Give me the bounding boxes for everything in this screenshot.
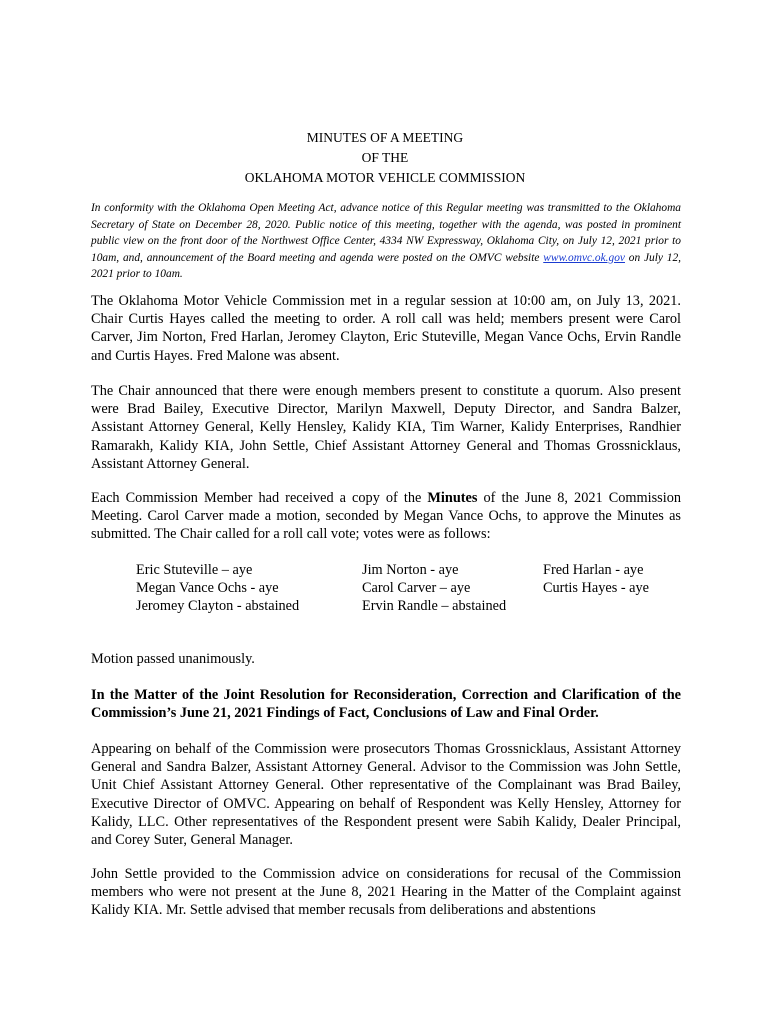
minutes-bold: Minutes: [427, 490, 478, 506]
document-title: [0, 128, 770, 188]
paragraph-roll-call: The Oklahoma Motor Vehicle Commission met in a regular session at 10:00 am, on July 13, 2021. Chair Curtis Hayes called the meeting to order. A roll call was held; members present were Carol Carver, Jim Norton, Fred Harlan, Jeromey Clayton, Eric Stuteville, Megan Vance Ochs, Ervin Randle and Curtis Hayes. Fred Malone was absent.: [91, 293, 681, 364]
notice-text: In conformity with the Oklahoma Open Meeting Act, advance notice of this Regular meeting was transmitted to the Oklahoma Secretary of State on December 28, 2020. Public notice of this meeting, together with the agenda, was posted in prominent public view on the front door of the Northwest Office Center, 4334 NW Expressway, Oklahoma City, on July 12, 2021 prior to 10am, and, announcement of the Board meeting and agenda were posted on the OMVC website: [91, 202, 681, 264]
vote-entry: Eric Stuteville – aye: [136, 562, 253, 578]
vote-column-1: [136, 561, 299, 616]
vote-entry: Carol Carver – aye: [362, 580, 471, 597]
paragraph-appearances: Appearing on behalf of the Commission were prosecutors Thomas Grossnicklaus, Assistant Attorney General and Sandra Balzer, Assistant Attorney General. Advisor to the Commission was John Settle, Unit Chief Assistant Attorney General. Other representative of the Complainant was Brad Bailey, Executive Director of OMVC. Appearing on behalf of Respondent was Kelly Hensley, Attorney for Kalidy, LLC. Other representatives of the Respondent present were Sabih Kalidy, Dealer Principal, and Corey Suter, General Manager.: [91, 741, 681, 849]
vote-entry: Jeromey Clayton - abstained: [136, 598, 300, 615]
title-line-3: OKLAHOMA MOTOR VEHICLE COMMISSION: [244, 170, 526, 185]
notice-text-end: on July 12, 2021 prior to 10am.: [91, 251, 681, 281]
paragraph-recusal-advice: John Settle provided to the Commission advice on considerations for recusal of the Commission members who were not present at the June 8, 2021 Hearing in the Matter of the Complaint against Kalidy KIA. Mr. Settle advised that member recusals from deliberations and abstentions: [91, 866, 681, 919]
section-heading: In the Matter of the Joint Resolution for Reconsideration, Correction and Clarification of the Commission’s June 21, 2021 Findings of Fact, Conclusions of Law and Final Order.: [91, 687, 681, 722]
title-line-1: MINUTES OF A MEETING: [306, 130, 464, 145]
minutes-text-end: of the June 8, 2021 Commission Meeting. Carol Carver made a motion, seconded by Megan Vance Ochs, to approve the Minutes as submitted. The Chair called for a roll call vote; votes were as follows:: [91, 490, 681, 543]
minutes-text: Each Commission Member had received a copy of the: [91, 490, 428, 506]
open-meeting-notice: [91, 200, 681, 283]
paragraph-minutes-approval: [91, 489, 681, 544]
paragraph-quorum: The Chair announced that there were enough members present to constitute a quorum. Also present were Brad Bailey, Executive Director, Marilyn Maxwell, Deputy Director, and Sandra Balzer, Assistant Attorney General, Kelly Hensley, Kalidy KIA, Tim Warner, Kalidy Enterprises, Randhier Ramarakh, Kalidy KIA, John Settle, Chief Assistant Attorney General and Thomas Grossnicklaus, Assistant Attorney General.: [91, 383, 681, 472]
motion-result: Motion passed unanimously.: [91, 651, 255, 667]
vote-column-3: [543, 561, 649, 597]
vote-entry: Curtis Hayes - aye: [543, 580, 650, 597]
omvc-website-link[interactable]: www.omvc.ok.gov: [543, 251, 625, 264]
vote-entry: Megan Vance Ochs - aye: [136, 580, 279, 597]
title-line-2: OF THE: [361, 150, 409, 165]
vote-entry: Jim Norton - aye: [362, 562, 459, 578]
vote-column-2: [362, 561, 506, 616]
vote-entry: Fred Harlan - aye: [543, 562, 644, 578]
vote-entry: Ervin Randle – abstained: [362, 598, 507, 615]
